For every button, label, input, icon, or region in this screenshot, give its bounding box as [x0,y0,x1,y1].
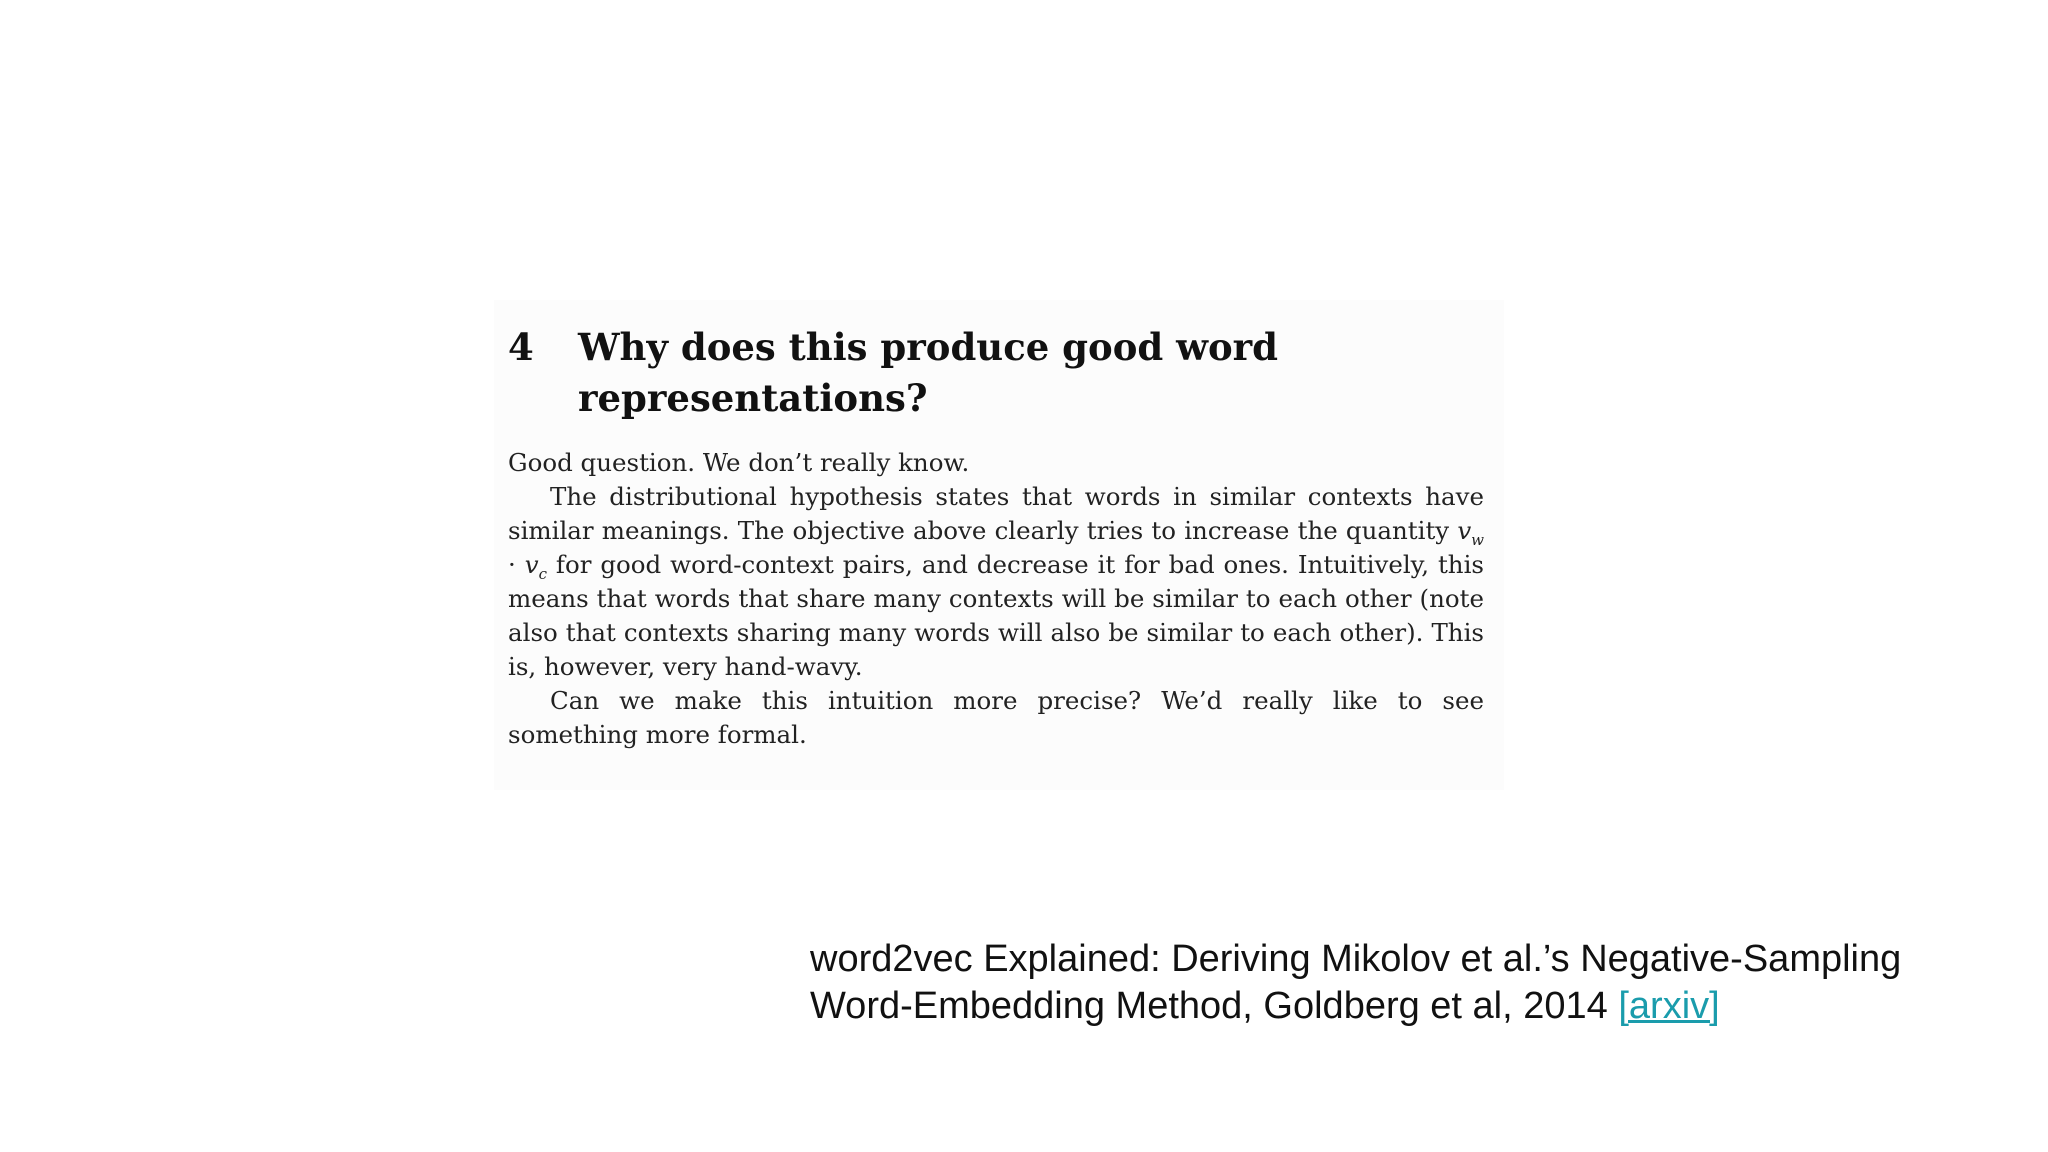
math-dot-operator: · [508,550,525,579]
citation-line-2-text: Word-Embedding Method, Goldberg et al, 2014 [810,985,1608,1027]
citation-line-1: word2vec Explained: Deriving Mikolov et al.’s Negative-Sampling [810,938,1902,980]
paragraph-1: Good question. We don’t really know. [508,448,970,477]
math-v-symbol: v [524,550,539,579]
paragraph-2-text-end: for good word-context pairs, and decrease it for bad ones. Intuitively, this means that words that share many contexts will be similar to each other (note also that contexts sharing many words will also be similar to each other). This is, however, very hand-wavy. [508,550,1484,681]
arxiv-link[interactable]: [arxiv] [1618,985,1720,1027]
paragraph-2 [508,480,1484,684]
citation-line-2 [810,983,2040,1030]
math-vw [1457,516,1484,549]
paragraph-2-text-start: The distributional hypothesis states that words in similar contexts have similar meanings. The objective above clearly tries to increase the quantity [508,482,1484,545]
math-vc [524,550,547,583]
paragraph-3: Can we make this intuition more precise? We’d really like to see something more formal. [508,686,1484,749]
math-w-subscript: w [1471,530,1484,549]
excerpt-body [508,446,1484,752]
math-v-symbol: v [1457,516,1472,545]
section-title: Why does this produce good word representations? [578,325,1279,420]
section-number: 4 [508,325,534,369]
citation [810,936,2040,1030]
math-c-subscript: c [538,564,547,583]
